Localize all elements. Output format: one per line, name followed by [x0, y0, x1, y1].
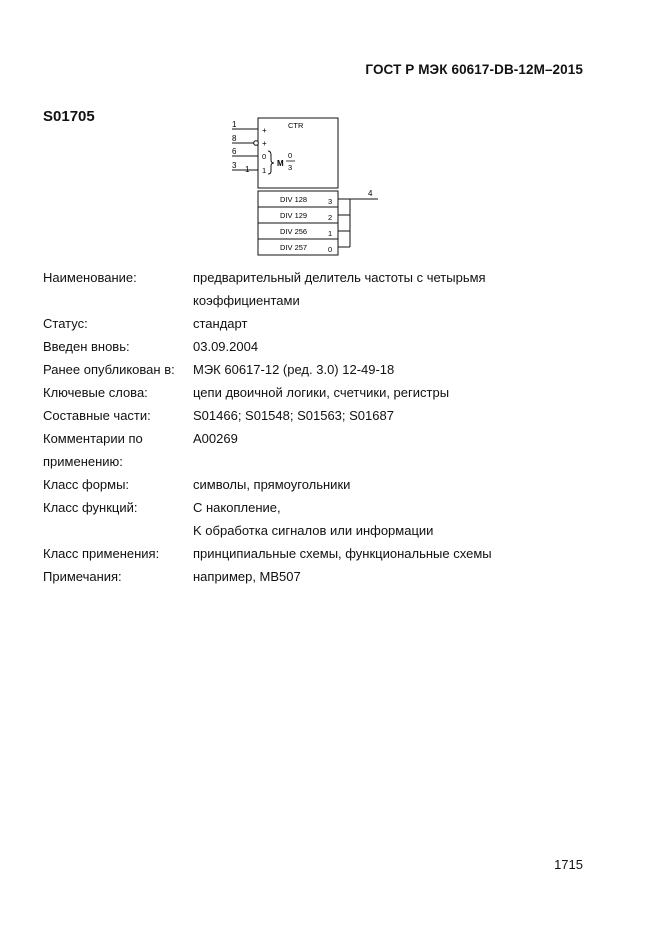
input-mark-3: 0 — [262, 152, 267, 161]
field-application-notes — [43, 427, 603, 473]
field-function-class — [43, 496, 603, 542]
field-label: Класс функций: — [43, 500, 138, 515]
field-value: S01466; S01548; S01563; S01687 — [193, 408, 394, 423]
field-value-line: предварительный делитель частоты с четырьмя — [193, 270, 486, 285]
output-label-1: DIV 128 — [280, 195, 308, 204]
inversion-circle — [254, 141, 259, 146]
field-label: Класс формы: — [43, 477, 130, 492]
field-value: символы, прямоугольники — [193, 477, 351, 492]
counter-diagram — [226, 116, 386, 266]
field-application-class — [43, 542, 603, 565]
output-pin-4: 0 — [328, 245, 333, 254]
input-number-3: 6 — [232, 147, 237, 156]
input-number-1: 1 — [232, 120, 237, 129]
input-mark-2: + — [262, 139, 267, 148]
field-notes — [43, 565, 603, 588]
output-pin-2: 2 — [328, 213, 333, 222]
mode-label: M — [277, 159, 284, 168]
field-label: Класс применения: — [43, 546, 160, 561]
field-label: Наименование: — [43, 270, 137, 285]
field-label: Ранее опубликован в: — [43, 362, 175, 377]
field-value: стандарт — [193, 316, 248, 331]
ground-mark: 1 — [245, 165, 250, 174]
block-title: CTR — [288, 121, 304, 130]
field-label: Составные части: — [43, 408, 151, 423]
field-value: цепи двоичной логики, счетчики, регистры — [193, 385, 450, 400]
symbol-fields — [43, 266, 603, 588]
field-value — [193, 496, 603, 542]
field-components — [43, 404, 603, 427]
field-value-line: коэффициентами — [193, 293, 300, 308]
page-number: 1715 — [554, 857, 583, 872]
document-standard-header: ГОСТ Р МЭК 60617-DB-12M–2015 — [365, 62, 583, 77]
field-value: МЭК 60617-12 (ред. 3.0) 12-49-18 — [193, 362, 395, 377]
mode-top: 0 — [288, 151, 293, 160]
field-introduced — [43, 335, 603, 358]
bus-label: 4 — [368, 189, 373, 198]
field-value-line: K обработка сигналов или информации — [193, 523, 434, 538]
output-pin-1: 3 — [328, 197, 333, 206]
mode-bottom: 3 — [288, 163, 293, 172]
field-value: A00269 — [193, 431, 238, 446]
field-keywords — [43, 381, 603, 404]
field-status — [43, 312, 603, 335]
field-label: Ключевые слова: — [43, 385, 148, 400]
field-value: принципиальные схемы, функциональные схемы — [193, 546, 492, 561]
field-label: Комментарии по применению: — [43, 431, 143, 469]
field-previously-published — [43, 358, 603, 381]
counter-diagram-svg — [226, 116, 386, 261]
field-value: например, MB507 — [193, 569, 301, 584]
output-label-2: DIV 129 — [280, 211, 308, 220]
field-value-line: С накопление, — [193, 500, 281, 515]
field-label: Примечания: — [43, 569, 122, 584]
input-mark-1: + — [262, 126, 267, 135]
output-label-4: DIV 257 — [280, 243, 308, 252]
field-value: 03.09.2004 — [193, 339, 259, 354]
mode-brace — [268, 151, 274, 174]
field-value — [193, 266, 603, 312]
input-number-4: 3 — [232, 161, 237, 170]
field-label: Введен вновь: — [43, 339, 130, 354]
output-pin-3: 1 — [328, 229, 333, 238]
field-label: Статус: — [43, 316, 88, 331]
symbol-code: S01705 — [43, 108, 95, 125]
input-mark-4: 1 — [262, 166, 267, 175]
output-label-3: DIV 256 — [280, 227, 308, 236]
input-number-2: 8 — [232, 134, 237, 143]
field-shape-class — [43, 473, 603, 496]
field-name — [43, 266, 603, 312]
